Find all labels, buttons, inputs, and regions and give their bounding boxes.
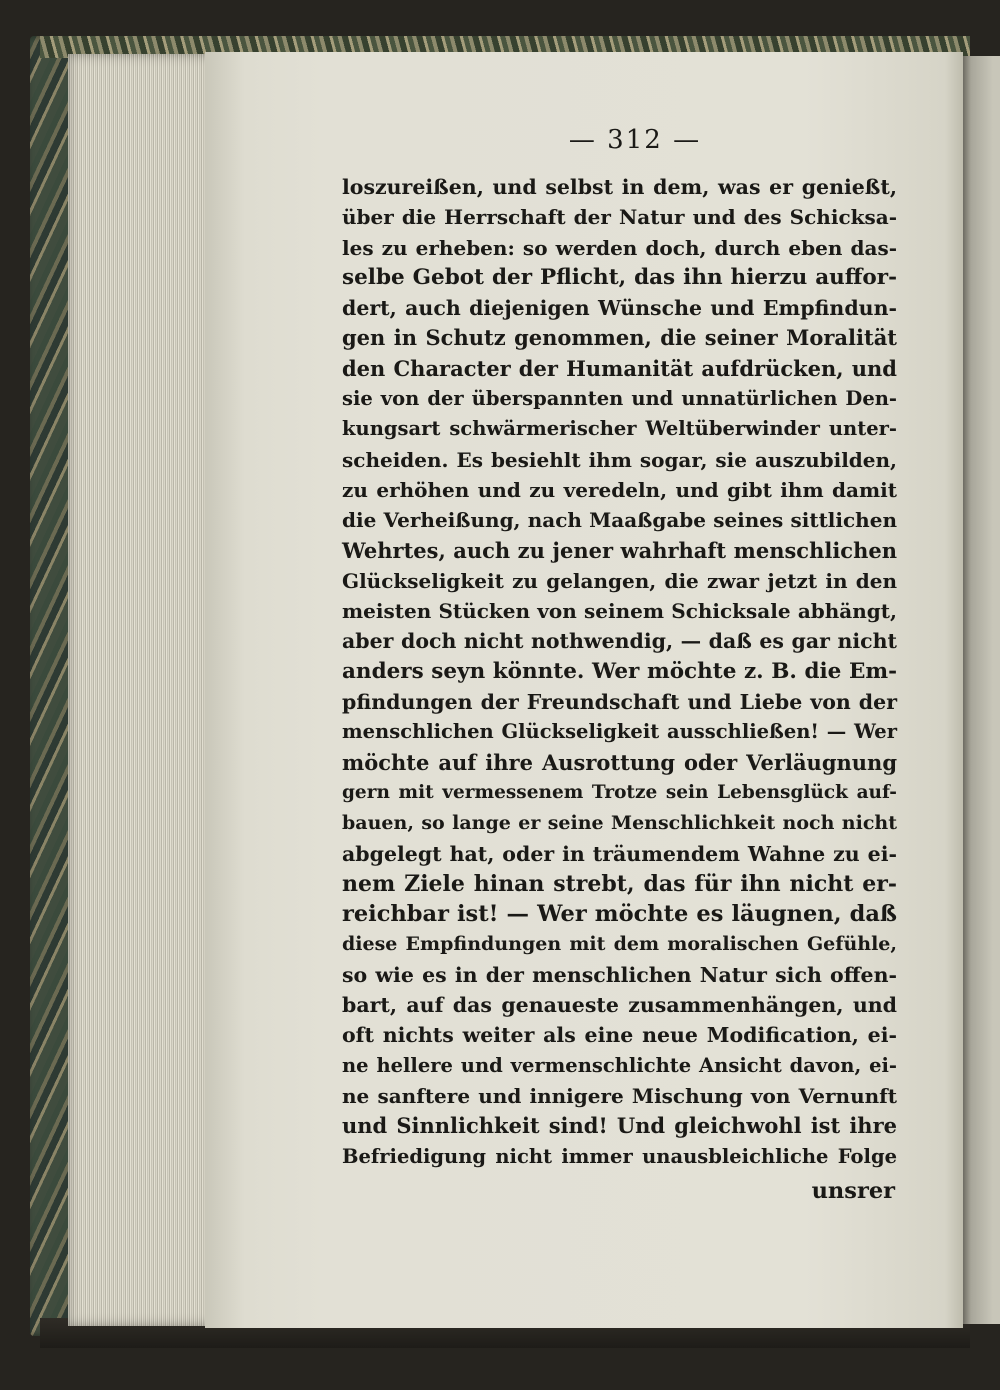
text-line: meisten Stücken von seinem Schicksale abhängt, <box>342 599 897 624</box>
text-line: kungsart schwärmerischer Weltüberwinder unter- <box>342 417 897 441</box>
text-line: bauen, so lange er seine Menschlichkeit noch nicht <box>342 812 897 835</box>
facing-page-edge <box>963 56 1000 1324</box>
text-line: reichbar ist! — Wer möchte es läugnen, daß <box>342 901 897 928</box>
text-line: nem Ziele hinan strebt, das für ihn nicht er- <box>342 870 897 897</box>
text-line: über die Herrschaft der Natur und des Schicksa- <box>342 205 897 230</box>
text-line: menschlichen Glückseligkeit ausschließen! — Wer <box>342 720 897 744</box>
text-line: sie von der überspannten und unnatürlichen Den- <box>342 387 897 411</box>
text-line: dert, auch diejenigen Wünsche und Empfindun- <box>342 296 897 321</box>
text-line: so wie es in der menschlichen Natur sich offen- <box>342 962 897 987</box>
text-line: les zu erheben: so werden doch, durch eben das- <box>342 235 897 260</box>
text-line: gern mit vermessenem Trotze sein Lebensglück auf- <box>342 781 897 803</box>
text-line: diese Empfindungen mit dem moralischen Gefühle, <box>342 933 897 956</box>
text-line: zu erhöhen und zu veredeln, und gibt ihm damit <box>342 477 897 502</box>
text-line: Glückseligkeit zu gelangen, die zwar jetzt in den <box>342 568 897 593</box>
text-line: pfindungen der Freundschaft und Liebe von der <box>342 690 897 715</box>
text-line: bart, auf das genaueste zusammenhängen, und <box>342 993 897 1018</box>
text-line: scheiden. Es besiehlt ihm sogar, sie auszubilden, <box>342 447 897 472</box>
text-line: abgelegt hat, oder in träumendem Wahne zu ei- <box>342 841 897 866</box>
text-line: Wehrtes, auch zu jener wahrhaft menschlichen <box>342 537 897 563</box>
page-number: — 312 — <box>568 125 702 155</box>
text-line: und Sinnlichkeit sind! Und gleichwohl ist ihre <box>342 1113 897 1139</box>
text-line: möchte auf ihre Ausrottung oder Verläugnung <box>342 749 897 775</box>
page-edges <box>68 54 213 1326</box>
text-line: oft nichts weiter als eine neue Modification, ei- <box>342 1023 897 1048</box>
body-text <box>342 172 897 1172</box>
text-line: den Character der Humanität aufdrücken, und <box>342 355 897 381</box>
text-line: aber doch nicht nothwendig, — daß es gar nicht <box>342 629 897 654</box>
text-line: gen in Schutz genommen, die seiner Moralität <box>342 325 897 351</box>
text-line: ne sanftere und innigere Mischung von Vernunft <box>342 1083 897 1108</box>
text-line: die Verheißung, nach Maaßgabe seines sittlichen <box>342 508 897 533</box>
text-line: loszureißen, und selbst in dem, was er genießt, <box>342 175 897 199</box>
text-line: anders seyn könnte. Wer möchte z. B. die Em- <box>342 658 897 684</box>
catchword: unsrer <box>811 1178 895 1204</box>
text-line: selbe Gebot der Pflicht, das ihn hierzu auffor- <box>342 264 897 290</box>
text-line: Befriedigung nicht immer unausbleichliche Folge <box>342 1144 897 1168</box>
text-line: ne hellere und vermenschlichte Ansicht davon, ei- <box>342 1053 897 1077</box>
